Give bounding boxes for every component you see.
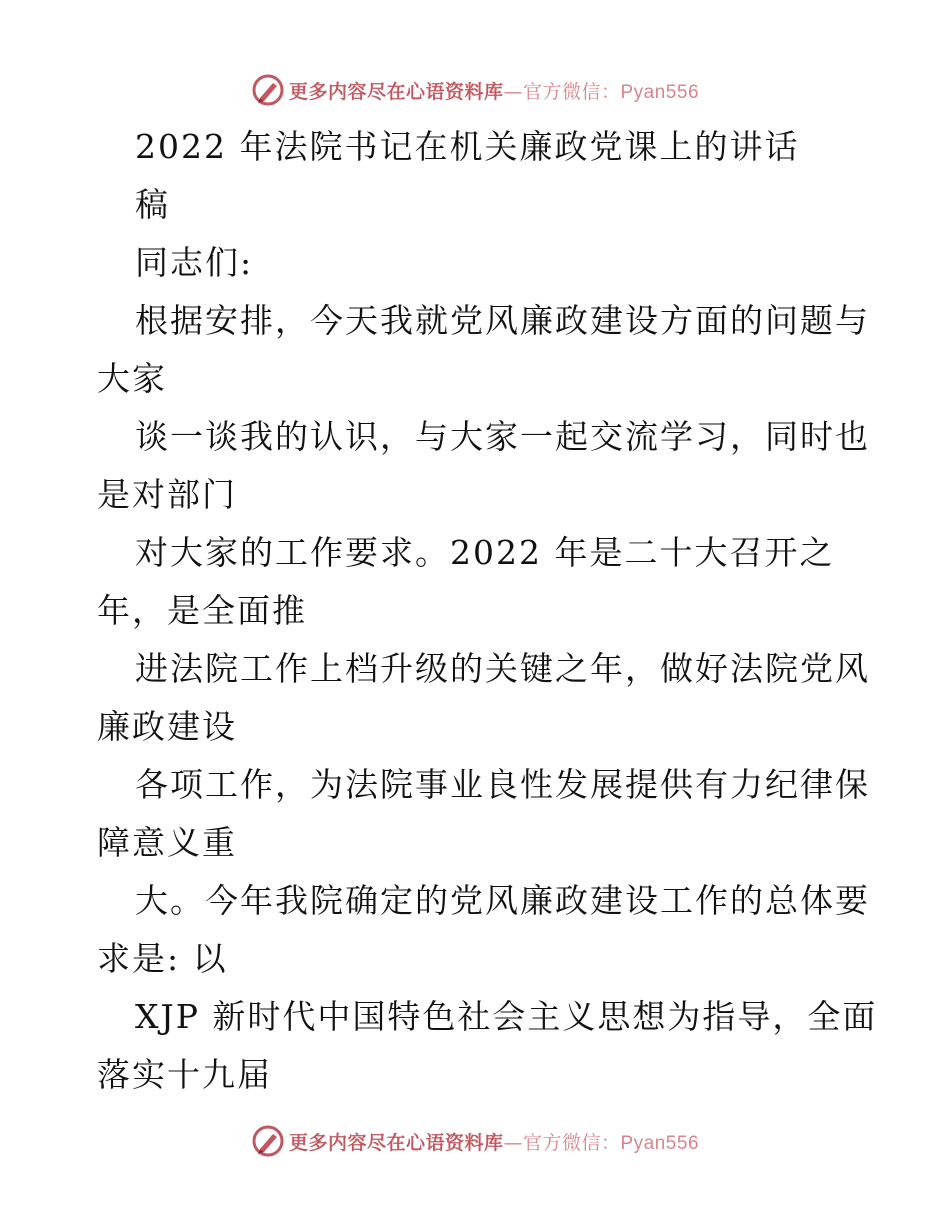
watermark-wechat-label: 官方微信：: [522, 80, 621, 103]
watermark-separator: —: [503, 1131, 523, 1154]
document-line: 2022 年法院书记在机关廉政党课上的讲话: [135, 127, 800, 166]
document-line: 各项工作，为法院事业良性发展提供有力纪律保: [135, 765, 870, 804]
watermark-wechat-id: Pyan556: [620, 1132, 700, 1154]
watermark-text: [289, 1128, 699, 1155]
document-line: 大家: [97, 359, 167, 398]
document-line: 进法院工作上档升级的关键之年，做好法院党风: [135, 649, 870, 688]
document-line: 障意义重: [97, 823, 237, 862]
header-watermark-banner: [0, 70, 950, 110]
watermark-wechat-label: 官方微信：: [522, 1131, 621, 1154]
document-line: 对大家的工作要求。2022 年是二十大召开之: [135, 533, 835, 572]
pen-logo-icon: [251, 73, 285, 107]
document-line: 是对部门: [97, 475, 237, 514]
watermark-site: 更多内容尽在心语资料库: [288, 80, 504, 103]
watermark-text: [289, 77, 699, 104]
document-body: [97, 118, 878, 1104]
document-line: XJP 新时代中国特色社会主义思想为指导，全面: [135, 997, 878, 1036]
watermark-wechat-id: Pyan556: [620, 81, 700, 103]
pen-logo-icon: [251, 1124, 285, 1158]
watermark-separator: —: [503, 80, 523, 103]
document-line: 谈一谈我的认识，与大家一起交流学习，同时也: [135, 417, 870, 456]
document-line: 同志们:: [135, 243, 254, 282]
document-line: 年，是全面推: [97, 591, 307, 630]
document-line: 求是: 以: [97, 939, 228, 978]
document-line: 稿: [135, 185, 170, 224]
watermark-site: 更多内容尽在心语资料库: [288, 1131, 504, 1154]
footer-watermark-banner: [0, 1121, 950, 1161]
document-line: 根据安排，今天我就党风廉政建设方面的问题与: [135, 301, 870, 340]
document-line: 落实十九届: [97, 1055, 272, 1094]
document-line: 大。今年我院确定的党风廉政建设工作的总体要: [135, 881, 870, 920]
document-line: 廉政建设: [97, 707, 237, 746]
